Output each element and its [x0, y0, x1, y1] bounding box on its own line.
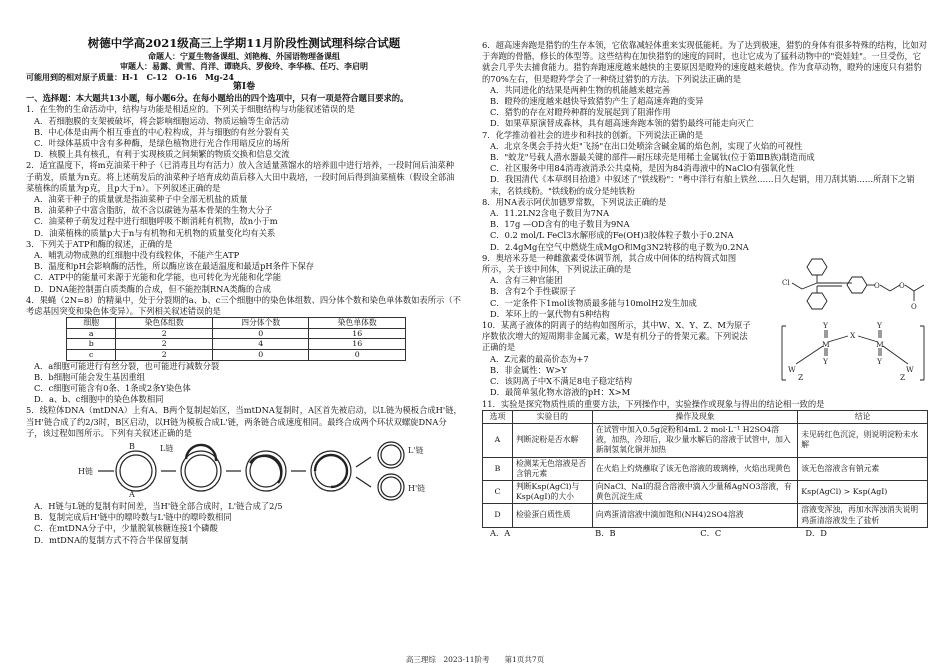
option-a: A．含有三种官能团	[490, 275, 563, 286]
option-d: D．核膜上具有核孔，有利于实现核质之间频繁的物质交换和信息交流	[34, 149, 290, 160]
option-d: D．mtDNA的复制方式不符合半保留复制	[34, 534, 188, 545]
bond	[914, 285, 924, 291]
question-stem: 9．奥培米芬是一种雌激素受体调节剂，其合成中间体的结构简式如图所示，关于该中间体，下列说法正确的是	[482, 252, 737, 275]
table-row	[483, 504, 928, 527]
header-cell: 细胞	[67, 318, 116, 329]
table-cell: 检测某无色溶液是否含钠元素	[512, 457, 592, 480]
table-cell: 向鸡蛋清溶液中滴加饱和(NH4)2SO4溶液	[592, 504, 797, 527]
table-cell: 16	[309, 328, 406, 339]
mtdna-replication-figure	[26, 439, 462, 501]
option-c: C．油菜种子萌发过程中进行细胞呼吸不断消耗有机物，故n小于m	[34, 216, 278, 227]
table-cell: 2	[116, 328, 213, 339]
option-d: D．苯环上的一氯代物有5种结构	[490, 308, 610, 319]
question-3	[26, 239, 462, 295]
table-row	[483, 480, 928, 503]
table-cell: 检验蛋白质性质	[512, 504, 592, 527]
table-cell: 溶液变浑浊，再加水浑浊消失说明鸡蛋清溶液发生了盐析	[798, 504, 928, 527]
table-cell: 4	[212, 339, 309, 350]
question-stem: 3．下列关于ATP和酶的叙述，正确的是	[26, 238, 173, 249]
reviewers-line: 审题人：易露、黄雪、肖洋、谭晓兵、罗俊玲、李华栋、任巧、李启明	[120, 61, 368, 72]
option-a: A．A	[490, 527, 511, 538]
h-prime-chain-label: H'链	[408, 484, 426, 494]
table-cell: 向NaCl、NaI的混合溶液中滴入少量稀AgNO3溶液，有黄色沉淀生成	[592, 480, 797, 503]
question-11	[482, 399, 928, 539]
molecule-structure-figure	[782, 253, 928, 321]
atomic-masses-line: 可能用到的相对原子质量：H-1 C-12 O-16 Mg-24	[26, 71, 234, 82]
chlorine-label: Cl	[782, 278, 790, 287]
atom-y-label: Y	[877, 321, 882, 331]
option-b: B．瞪羚的速度越来越快导致猎豹产生了超高速奔跑的变异	[490, 96, 704, 107]
header-cell: 四分体个数	[212, 318, 309, 329]
option-a: A．哺乳动物成熟的红细胞中没有线粒体，不能产生ATP	[34, 250, 240, 261]
option-a: A．若细胞膜的支架被破坏，将会影响细胞运动、物质运输等生命活动	[34, 115, 289, 126]
option-d: D．我国清代《本草纲目拾遗》中叙述了"铁线粉"："粤中洋行有舶上铁丝……日久起销，用刀刮其销……所刮下之销末，名铁线粉。"铁线粉的成分是纯铁粉	[490, 174, 915, 196]
dna-circle	[120, 455, 152, 487]
answer-options	[482, 528, 928, 539]
question-8	[482, 197, 928, 253]
atom-w-label: W	[788, 365, 796, 375]
oxygen-label: O	[899, 281, 905, 290]
table-row	[483, 457, 928, 480]
question-stem: 10．某离子液体的阴离子的结构如图所示，其中W、X、Y、Z、M为原子序数依次增大的短周期非金属元素，W是有机分子的骨架元素。下列说法正确的是	[482, 320, 751, 353]
atom-m-label: M	[876, 340, 884, 350]
option-d: D．如果草原演替成森林，具有超高速奔跑本领的猎豹最终可能走向灭亡	[490, 118, 754, 129]
bond	[796, 346, 823, 364]
option-b: B．复制完成后H'链中的嘌呤数与L'链中的嘌呤数相同	[34, 512, 232, 523]
l-chain-label: L链	[160, 444, 174, 454]
option-a: A．油菜干种子的质量就是指油菜种子中全部无机盐的质量	[34, 194, 248, 205]
table-cell: 在火焰上灼烧蘸取了该无色溶液的玻璃棒，火焰出现黄色	[592, 457, 797, 480]
table-row	[67, 339, 406, 350]
bond	[880, 285, 890, 291]
table-cell: D	[483, 504, 513, 527]
benzene-ring	[807, 259, 827, 275]
authors-line: 命题人：宁夏生物备课组、刘艳梅、外国语物理备课组	[148, 51, 340, 61]
label-a: A	[129, 490, 135, 500]
option-c: C．C	[700, 527, 722, 538]
table-cell: B	[483, 457, 513, 480]
table-cell: b	[67, 339, 116, 350]
dna-circle	[116, 451, 156, 491]
label-b: B	[129, 442, 135, 452]
dna-circle	[381, 445, 401, 465]
option-d: D．D	[805, 527, 827, 538]
option-a: A．a细胞可能进行有丝分裂，也可能进行减数分裂	[34, 360, 220, 371]
option-c: C．0.2 mol/L FeCl3水解形成的Fe(OH)3胶体粒子数小于0.2NA	[490, 230, 734, 241]
dna-circle	[185, 455, 217, 487]
option-a: A．共同进化的结果是两种生物的机能越来越完善	[490, 84, 671, 95]
bracket	[782, 326, 786, 380]
option-a: A．北京冬奥会手持火炬"飞扬"在出口处喷涂含碱金属的焰色剂，实现了火焰的可视性	[490, 140, 803, 151]
option-b: B．"蛟龙"号载人潜水器最关键的部件—耐压球壳是用稀土金属钛(位于第ⅢB族)制造而成	[490, 152, 815, 163]
atom-z-label: Z	[900, 373, 906, 383]
left-column	[26, 0, 462, 546]
question-stem: 2．适宜温度下，将m克油菜干种子（已消毒且均有活力）放入含适量蒸馏水的培养皿中进行培养，一段时间后油菜种子萌发，质量为n克。将上述萌发后的油菜种子培育成幼苗后移入大田中栽培，一段时间后得到油菜植株（假设全部油菜植株的质量为p克，且p大于n）。下列叙述正确的是	[26, 160, 455, 193]
question-4	[26, 295, 462, 406]
header-cell: 结论	[798, 410, 928, 423]
option-d: D．2.4gMg在空气中燃烧生成MgO和Mg3N2转移的电子数为0.2NA	[490, 241, 749, 252]
oxygen-label: O	[874, 281, 880, 290]
section-heading: 一、选择题：本大题共13小题，每小题6分。在每小题给出的四个选项中，只有一项是符合题目要求的。	[26, 93, 409, 104]
table-row	[67, 350, 406, 361]
anion-structure-figure	[778, 320, 928, 382]
question-stem: 11．实验是探究物质性质的重要方法，下列操作中，实验操作或现象与得出的结论相一致的是	[482, 398, 825, 409]
bond	[905, 285, 914, 291]
new-strand	[250, 456, 281, 483]
option-b: B．温度和pH会影响酶的活性，所以酶应该在最适温度和最适pH条件下保存	[34, 261, 315, 272]
table-cell: C	[483, 480, 513, 503]
table-cell: 判断淀粉是否水解	[512, 423, 592, 457]
table-cell: a	[67, 328, 116, 339]
bond	[802, 283, 817, 289]
table-cell: c	[67, 350, 116, 361]
option-b: B．17g —OD含有的电子数目为9NA	[490, 219, 630, 230]
question-2	[26, 160, 462, 238]
atom-z-label: Z	[798, 373, 804, 383]
table-cell: 在试管中加入0.5g淀粉和4mL 2 mol·L⁻¹ H2SO4溶液，加热，冷却后，取少量水解后的溶液于试管中，加入新制氢氧化铜并加热	[592, 423, 797, 457]
option-b: B．b细胞可能会发生基因重组	[34, 371, 145, 382]
atom-x-label: X	[850, 331, 856, 341]
option-d: D．a、b、c细胞中的染色体数相同	[34, 394, 164, 405]
option-a: A．Z元素的最高价态为+7	[490, 353, 589, 364]
atom-y-label: Y	[877, 357, 882, 367]
cell-table	[66, 317, 406, 360]
table-header-row	[67, 318, 406, 329]
question-1	[26, 104, 462, 160]
bracket	[920, 326, 924, 380]
header-cell: 染色体组数	[116, 318, 213, 329]
dna-circle	[311, 451, 351, 491]
table-cell: A	[483, 423, 513, 457]
question-stem: 8．用NA表示阿伏加德罗常数，下列说法正确的是	[482, 196, 667, 207]
option-d: D．DNA能控制蛋白质类酶的合成，但不能控制RNA类酶的合成	[34, 283, 271, 294]
option-c: C．社区服务中用84消毒液消杀公共桌椅，是因为84消毒液中的NaClO有强氧化性	[490, 163, 795, 174]
oxygen-label: O	[911, 302, 917, 311]
option-c: C．该阴离子中X不满足8电子稳定结构	[490, 376, 632, 387]
header-cell: 选项	[483, 410, 513, 423]
table-header-row	[483, 410, 928, 423]
question-stem: 7．化学推动着社会的进步和科技的创新。下列说法正确的是	[482, 129, 703, 140]
question-10	[482, 320, 928, 398]
question-7	[482, 130, 928, 197]
table-cell: Ksp(AgCl) > Ksp(AgI)	[798, 480, 928, 503]
bond	[792, 283, 802, 289]
table-cell: 0	[309, 350, 406, 361]
dna-circle	[378, 474, 404, 500]
table-cell: 0	[212, 350, 309, 361]
option-c: C．一定条件下1mol该物质最多能与10molH2发生加成	[490, 297, 697, 308]
option-b: B．中心体是由两个相互垂直的中心粒构成，并与细胞的有丝分裂有关	[34, 126, 290, 137]
atom-m-label: M	[822, 340, 830, 350]
benzene-ring	[847, 277, 867, 293]
question-5	[26, 405, 462, 545]
option-c: C．在mtDNA分子中，少量脱氧核糖连接1个磷酸	[34, 523, 218, 534]
option-b: B．非金属性：W>Y	[490, 364, 567, 375]
h-chain-label: H链	[78, 467, 93, 477]
arrow-line	[356, 477, 371, 487]
option-c: C．叶绿体基质中含有多种酶，是绿色植物进行光合作用暗反应的场所	[34, 138, 290, 149]
atom-y-label: Y	[823, 357, 828, 367]
question-stem: 6．超高速奔跑是猎豹的生存本领，它依靠减轻体重来实现低能耗。为了达到极速，猎豹的身体有很多特殊的结构，比如对于奔跑的骨骼，修长的体型等。这些结构在加快猎豹的速度的同时，也让它成为了猛科动物中的"瓷娃娃"。一旦受伤，它就会几乎失去捕食能力。猎豹奔跑速度越来越快的主要原因是瞪羚的速度越来越快。作为食草动物，瞪羚的速度只有猎豹的70%左右，但是瞪羚学会了一种绕过猎豹的方法。下列说法正确的是	[482, 40, 928, 84]
header-cell: 染色单体数	[309, 318, 406, 329]
header-cell: 实验目的	[512, 410, 592, 423]
l-prime-chain-label: L'链	[408, 446, 424, 456]
question-stem: 1．在生物的生命活动中，结构与功能是相适应的。下列关于细胞结构与功能叙述错误的是	[26, 104, 355, 115]
table-cell: 该无色溶液含有钠元素	[798, 457, 928, 480]
option-a: A．H链与L链的复制有时间差，当H'链全部合成时，L'链合成了2/5	[34, 501, 283, 512]
table-row	[67, 328, 406, 339]
benzene-ring	[807, 293, 827, 309]
option-c: C．猎豹的存在对瞪羚种群的发展起到了阻滞作用	[490, 107, 671, 118]
dna-circle	[378, 442, 404, 468]
table-cell: 2	[116, 350, 213, 361]
right-column	[482, 40, 928, 539]
option-a: A．11.2LN2含电子数目为7NA	[490, 208, 610, 219]
dna-circle	[381, 477, 401, 497]
question-stem: 5．线粒体DNA（mtDNA）上有A、B两个复制起始区，当mtDNA复制时，A区首先被启动，以L链为模板合成H'链，当H'链合成了约2/3时，B区启动，以H链为模板合成L'链，两条链合成速度相同。最终合成两个环状双螺旋DNA分子，该过程如图所示。下列有关叙述正确的是	[26, 405, 462, 438]
volume-heading: 第Ⅰ卷	[232, 82, 256, 93]
exam-title: 树德中学高2021级高三上学期11月阶段性测试理科综合试题	[87, 36, 401, 50]
atom-y-label: Y	[823, 321, 828, 331]
table-cell: 0	[212, 328, 309, 339]
option-c: C．c细胞可能含有0条、1条或2条Y染色体	[34, 383, 191, 394]
option-b: B．B	[595, 527, 616, 538]
question-6	[482, 40, 928, 130]
table-cell: 判断Ksp(AgCl)与Ksp(AgI)的大小	[512, 480, 592, 503]
table-row	[483, 423, 928, 457]
bond	[858, 336, 878, 342]
option-d: D．油菜植株的质量p大于n与有机物和无机物的质量变化均有关系	[34, 227, 276, 238]
atom-w-label: W	[906, 365, 914, 375]
option-b: B．油菜种子中富含脂肪，故不含以碳链为基本骨架的生物大分子	[34, 205, 273, 216]
option-c: C．ATP中的能量可来源于光能和化学能，也可转化为光能和化学能	[34, 272, 282, 283]
arrow-line	[356, 457, 371, 467]
header-cell: 操作及现象	[592, 410, 797, 423]
option-d: D．最简单氢化物水溶液的pH：X>M	[490, 387, 631, 398]
page-footer: 高三理综 2023-11阶考 第1页共7页	[405, 655, 545, 664]
table-cell: 16	[309, 339, 406, 350]
question-9	[482, 253, 928, 320]
bond	[883, 346, 908, 364]
bond	[828, 336, 848, 342]
table-cell: 未见砖红色沉淀，则说明淀粉未水解	[798, 423, 928, 457]
experiment-table	[482, 410, 928, 528]
question-stem: 4．果蝇（2N=8）的精巢中，处于分裂期的a、b、c三个细胞中的染色体组数、四分体个数和染色单体数如表所示（不考虑基因突变和染色体变异）。下列相关叙述错误的是	[26, 294, 461, 317]
table-cell: 2	[116, 339, 213, 350]
option-b: B．含有2个手性碳原子	[490, 286, 577, 297]
